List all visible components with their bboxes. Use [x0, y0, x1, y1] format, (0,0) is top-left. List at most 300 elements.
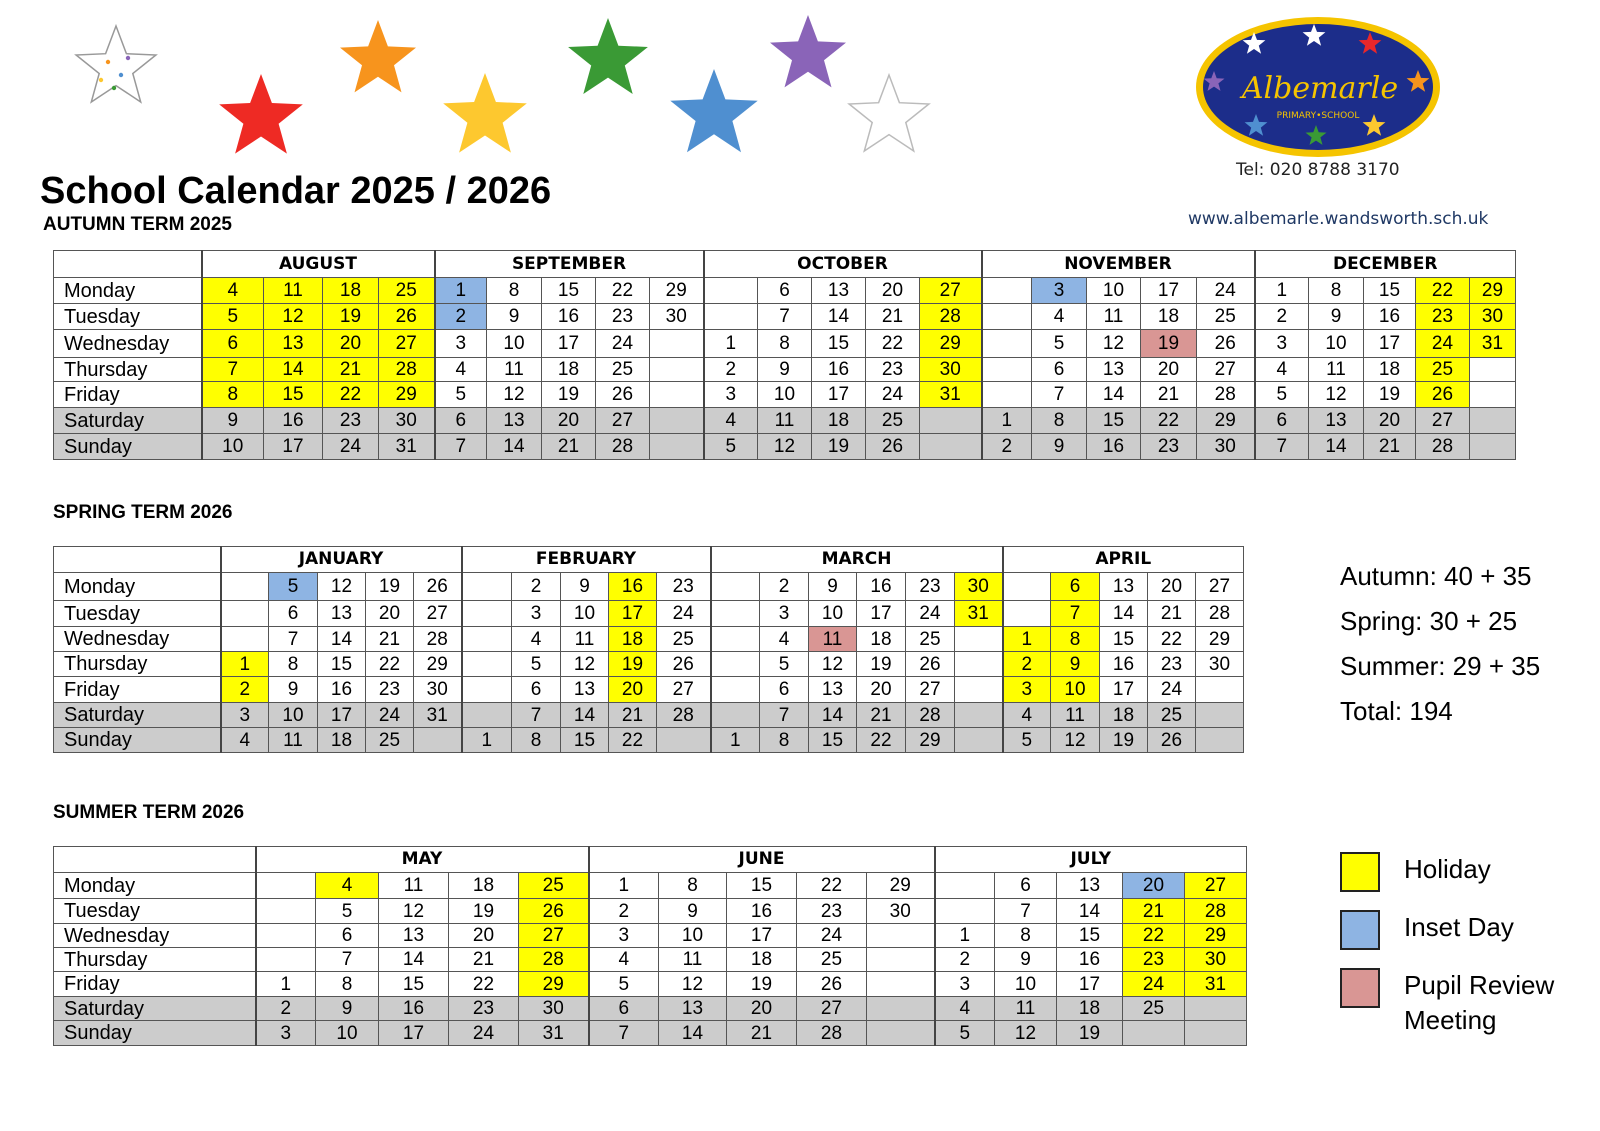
- date-cell: 8: [758, 330, 812, 358]
- date-cell: 24: [596, 330, 650, 358]
- date-cell: 16: [1087, 434, 1141, 460]
- date-cell: 20: [323, 330, 379, 358]
- date-cell: [920, 408, 982, 434]
- legend: [1340, 852, 1574, 1056]
- date-cell: 5: [935, 1021, 995, 1046]
- date-cell: 22: [1141, 408, 1197, 434]
- date-cell: 30: [1197, 434, 1255, 460]
- legend-holiday-label: Holiday: [1404, 854, 1491, 884]
- date-cell: 23: [366, 677, 414, 703]
- date-cell: 26: [906, 652, 955, 677]
- date-cell: 9: [659, 899, 727, 924]
- date-cell: 16: [812, 358, 866, 382]
- date-cell: [867, 924, 935, 948]
- date-cell: 23: [323, 408, 379, 434]
- legend-pupil-review: [1340, 968, 1574, 1038]
- date-cell: 3: [512, 601, 561, 627]
- date-cell: 15: [727, 873, 797, 899]
- date-cell: 14: [264, 358, 323, 382]
- date-cell: [462, 703, 512, 728]
- date-cell: 13: [659, 997, 727, 1021]
- day-label: Friday: [54, 382, 202, 408]
- date-cell: 9: [809, 573, 857, 601]
- date-cell: 3: [589, 924, 659, 948]
- month-header-february: FEBRUARY: [462, 547, 711, 573]
- date-cell: 4: [935, 997, 995, 1021]
- date-cell: 9: [1309, 304, 1364, 330]
- date-cell: 28: [906, 703, 955, 728]
- day-label: Wednesday: [54, 627, 221, 652]
- date-cell: 27: [1185, 873, 1247, 899]
- date-cell: 4: [1003, 703, 1051, 728]
- date-cell: 14: [1309, 434, 1364, 460]
- date-cell: 9: [758, 358, 812, 382]
- row-saturday: [54, 997, 1247, 1021]
- decorative-stars: [0, 0, 980, 170]
- date-cell: 29: [906, 728, 955, 753]
- date-cell: 10: [995, 972, 1057, 997]
- date-cell: 22: [596, 278, 650, 304]
- date-cell: 17: [727, 924, 797, 948]
- date-cell: 21: [1148, 601, 1196, 627]
- date-cell: 27: [797, 997, 867, 1021]
- date-cell: 10: [316, 1021, 379, 1046]
- day-label: Friday: [54, 972, 256, 997]
- date-cell: 12: [561, 652, 609, 677]
- date-cell: 15: [379, 972, 449, 997]
- date-cell: 27: [519, 924, 589, 948]
- date-cell: 15: [1100, 627, 1148, 652]
- date-cell: 19: [1100, 728, 1148, 753]
- date-cell: 29: [1196, 627, 1244, 652]
- date-cell: 24: [1148, 677, 1196, 703]
- date-cell: 4: [202, 278, 264, 304]
- date-cell: 26: [1148, 728, 1196, 753]
- date-cell: [935, 873, 995, 899]
- date-cell: 1: [935, 924, 995, 948]
- date-cell: [1470, 408, 1516, 434]
- date-cell: 3: [760, 601, 809, 627]
- row-monday: [54, 573, 1244, 601]
- date-cell: 28: [1197, 382, 1255, 408]
- date-cell: [982, 382, 1032, 408]
- date-cell: [650, 408, 704, 434]
- date-cell: 4: [1255, 358, 1309, 382]
- row-tuesday: [54, 601, 1244, 627]
- date-cell: 8: [316, 972, 379, 997]
- confetti-dot: [112, 86, 116, 90]
- date-cell: 13: [1087, 358, 1141, 382]
- date-cell: 23: [449, 997, 519, 1021]
- date-cell: 5: [269, 573, 318, 601]
- date-cell: [955, 677, 1003, 703]
- date-cell: 5: [1032, 330, 1087, 358]
- date-cell: 16: [379, 997, 449, 1021]
- date-cell: 5: [589, 972, 659, 997]
- header-blank: [54, 251, 202, 278]
- row-monday: [54, 278, 1516, 304]
- date-cell: 9: [269, 677, 318, 703]
- date-cell: 24: [1416, 330, 1470, 358]
- date-cell: [462, 601, 512, 627]
- date-cell: 3: [221, 703, 269, 728]
- date-cell: 13: [809, 677, 857, 703]
- website-link[interactable]: www.albemarle.wandsworth.sch.uk: [1188, 209, 1489, 229]
- date-cell: 26: [797, 972, 867, 997]
- day-label: Tuesday: [54, 601, 221, 627]
- date-cell: 12: [318, 573, 366, 601]
- date-cell: [256, 899, 316, 924]
- school-logo: [1192, 14, 1444, 160]
- date-cell: 6: [589, 997, 659, 1021]
- date-cell: 2: [256, 997, 316, 1021]
- date-cell: 2: [704, 358, 758, 382]
- date-cell: [256, 924, 316, 948]
- date-cell: [935, 899, 995, 924]
- date-cell: 7: [1032, 382, 1087, 408]
- date-cell: 24: [906, 601, 955, 627]
- date-cell: 24: [449, 1021, 519, 1046]
- month-header-august: AUGUST: [202, 251, 435, 278]
- date-cell: 2: [1255, 304, 1309, 330]
- date-cell: 6: [995, 873, 1057, 899]
- date-cell: 27: [596, 408, 650, 434]
- date-cell: 29: [519, 972, 589, 997]
- date-cell: [256, 948, 316, 972]
- date-cell: 1: [1003, 627, 1051, 652]
- date-cell: 6: [202, 330, 264, 358]
- telephone: Tel: 020 8788 3170: [1236, 160, 1400, 180]
- date-cell: [867, 997, 935, 1021]
- date-cell: 13: [379, 924, 449, 948]
- date-cell: 2: [1003, 652, 1051, 677]
- date-cell: 10: [758, 382, 812, 408]
- date-cell: 14: [812, 304, 866, 330]
- white-star-icon: [849, 75, 929, 151]
- date-cell: 12: [264, 304, 323, 330]
- day-label: Wednesday: [54, 924, 256, 948]
- date-cell: 20: [366, 601, 414, 627]
- date-cell: 22: [857, 728, 906, 753]
- date-cell: 16: [609, 573, 657, 601]
- date-cell: 10: [1051, 677, 1100, 703]
- date-cell: 9: [487, 304, 542, 330]
- spring-total: Spring: 30 + 25: [1340, 606, 1518, 636]
- day-label: Tuesday: [54, 304, 202, 330]
- orange-star-icon: [340, 20, 416, 92]
- day-label: Sunday: [54, 1021, 256, 1046]
- date-cell: 23: [596, 304, 650, 330]
- pupil-review-swatch: [1340, 968, 1380, 1008]
- date-cell: 3: [435, 330, 487, 358]
- day-label: Monday: [54, 278, 202, 304]
- date-cell: 16: [1100, 652, 1148, 677]
- date-cell: [1123, 1021, 1185, 1046]
- date-cell: 21: [1141, 382, 1197, 408]
- date-cell: 16: [1364, 304, 1416, 330]
- date-cell: 25: [1148, 703, 1196, 728]
- date-cell: [704, 304, 758, 330]
- date-cell: 15: [264, 382, 323, 408]
- date-cell: 9: [1032, 434, 1087, 460]
- date-cell: [414, 728, 462, 753]
- date-cell: 23: [1416, 304, 1470, 330]
- day-label: Friday: [54, 677, 221, 703]
- day-label: Saturday: [54, 408, 202, 434]
- date-cell: 14: [809, 703, 857, 728]
- date-cell: 6: [760, 677, 809, 703]
- date-cell: 27: [657, 677, 711, 703]
- date-cell: 18: [1057, 997, 1123, 1021]
- date-cell: 27: [920, 278, 982, 304]
- date-cell: 19: [323, 304, 379, 330]
- date-cell: 13: [812, 278, 866, 304]
- date-cell: 22: [1148, 627, 1196, 652]
- date-cell: 25: [906, 627, 955, 652]
- blue-star-icon: [670, 69, 757, 152]
- date-cell: 17: [609, 601, 657, 627]
- day-label: Monday: [54, 573, 221, 601]
- holiday-swatch: [1340, 852, 1380, 892]
- date-cell: [955, 652, 1003, 677]
- date-cell: [1196, 677, 1244, 703]
- date-cell: 25: [1123, 997, 1185, 1021]
- date-cell: 8: [1309, 278, 1364, 304]
- date-cell: 1: [256, 972, 316, 997]
- date-cell: 28: [797, 1021, 867, 1046]
- grand-total: Total: 194: [1340, 696, 1453, 726]
- white-confetti-star-icon: [76, 26, 156, 102]
- date-cell: 11: [264, 278, 323, 304]
- confetti-dot: [126, 56, 130, 60]
- date-cell: 20: [1123, 873, 1185, 899]
- date-cell: 24: [1197, 278, 1255, 304]
- month-header-march: MARCH: [711, 547, 1003, 573]
- date-cell: 15: [561, 728, 609, 753]
- date-cell: 30: [1196, 652, 1244, 677]
- date-cell: 5: [704, 434, 758, 460]
- date-cell: 18: [449, 873, 519, 899]
- date-cell: [867, 972, 935, 997]
- date-cell: 30: [650, 304, 704, 330]
- date-cell: 26: [379, 304, 435, 330]
- date-cell: 27: [414, 601, 462, 627]
- date-cell: [711, 677, 760, 703]
- date-cell: 26: [414, 573, 462, 601]
- day-label: Thursday: [54, 358, 202, 382]
- date-cell: 2: [435, 304, 487, 330]
- month-header-april: APRIL: [1003, 547, 1244, 573]
- day-label: Sunday: [54, 728, 221, 753]
- date-cell: 22: [323, 382, 379, 408]
- date-cell: 3: [1003, 677, 1051, 703]
- date-cell: 4: [512, 627, 561, 652]
- inset-day-swatch: [1340, 910, 1380, 950]
- date-cell: 19: [449, 899, 519, 924]
- date-cell: [462, 627, 512, 652]
- date-cell: 28: [920, 304, 982, 330]
- date-cell: 11: [1051, 703, 1100, 728]
- date-cell: 5: [316, 899, 379, 924]
- date-cell: 19: [1057, 1021, 1123, 1046]
- date-cell: 18: [812, 408, 866, 434]
- date-cell: 18: [1364, 358, 1416, 382]
- date-cell: 5: [1255, 382, 1309, 408]
- date-cell: 17: [1141, 278, 1197, 304]
- month-header-january: JANUARY: [221, 547, 462, 573]
- date-cell: 8: [512, 728, 561, 753]
- row-wednesday: [54, 627, 1244, 652]
- date-cell: 24: [1123, 972, 1185, 997]
- date-cell: 20: [857, 677, 906, 703]
- date-cell: 28: [657, 703, 711, 728]
- date-cell: 28: [1416, 434, 1470, 460]
- date-cell: 27: [379, 330, 435, 358]
- date-cell: 2: [982, 434, 1032, 460]
- date-cell: 4: [760, 627, 809, 652]
- date-cell: [920, 434, 982, 460]
- month-header-may: MAY: [256, 847, 589, 873]
- date-cell: 27: [1416, 408, 1470, 434]
- date-cell: 22: [1123, 924, 1185, 948]
- date-cell: 11: [379, 873, 449, 899]
- day-label: Wednesday: [54, 330, 202, 358]
- date-cell: 19: [812, 434, 866, 460]
- date-cell: 31: [1185, 972, 1247, 997]
- date-cell: 10: [1087, 278, 1141, 304]
- date-cell: 2: [760, 573, 809, 601]
- date-cell: 25: [1197, 304, 1255, 330]
- date-cell: [221, 573, 269, 601]
- green-star-icon: [568, 18, 648, 94]
- date-cell: 7: [202, 358, 264, 382]
- date-cell: 7: [995, 899, 1057, 924]
- date-cell: 4: [1032, 304, 1087, 330]
- date-cell: 5: [760, 652, 809, 677]
- date-cell: 16: [727, 899, 797, 924]
- date-cell: 31: [414, 703, 462, 728]
- date-cell: 30: [519, 997, 589, 1021]
- date-cell: [982, 278, 1032, 304]
- date-cell: 25: [657, 627, 711, 652]
- date-cell: 31: [955, 601, 1003, 627]
- date-cell: 28: [519, 948, 589, 972]
- date-cell: [704, 278, 758, 304]
- row-friday: [54, 972, 1247, 997]
- date-cell: 7: [512, 703, 561, 728]
- date-cell: 22: [366, 652, 414, 677]
- date-cell: 11: [659, 948, 727, 972]
- day-label: Tuesday: [54, 899, 256, 924]
- date-cell: 4: [221, 728, 269, 753]
- date-cell: 24: [366, 703, 414, 728]
- date-cell: 21: [323, 358, 379, 382]
- date-cell: 18: [857, 627, 906, 652]
- confetti-dot: [106, 60, 110, 64]
- date-cell: 28: [414, 627, 462, 652]
- date-cell: 23: [866, 358, 920, 382]
- date-cell: 8: [1051, 627, 1100, 652]
- date-cell: 6: [758, 278, 812, 304]
- date-cell: 12: [379, 899, 449, 924]
- date-cell: 10: [487, 330, 542, 358]
- date-cell: 11: [1309, 358, 1364, 382]
- autumn-term-table: [53, 250, 1516, 460]
- row-friday: [54, 677, 1244, 703]
- date-cell: [657, 728, 711, 753]
- date-cell: 6: [316, 924, 379, 948]
- date-cell: 24: [797, 924, 867, 948]
- date-cell: 25: [366, 728, 414, 753]
- date-cell: 12: [995, 1021, 1057, 1046]
- date-cell: 1: [1255, 278, 1309, 304]
- date-cell: 11: [269, 728, 318, 753]
- day-label: Sunday: [54, 434, 202, 460]
- summer-term-label: SUMMER TERM 2026: [53, 802, 245, 823]
- header-blank: [54, 847, 256, 873]
- date-cell: [955, 703, 1003, 728]
- date-cell: 18: [542, 358, 596, 382]
- date-cell: 10: [1309, 330, 1364, 358]
- date-cell: 21: [857, 703, 906, 728]
- date-cell: 15: [1364, 278, 1416, 304]
- date-cell: 8: [1032, 408, 1087, 434]
- date-cell: 16: [1057, 948, 1123, 972]
- date-cell: 5: [1003, 728, 1051, 753]
- date-cell: 21: [542, 434, 596, 460]
- date-cell: 31: [379, 434, 435, 460]
- date-cell: 28: [596, 434, 650, 460]
- date-cell: 15: [542, 278, 596, 304]
- date-cell: 14: [379, 948, 449, 972]
- date-cell: 15: [1087, 408, 1141, 434]
- legend-pupil-review-label: Pupil Review Meeting: [1404, 970, 1555, 1036]
- day-label: Saturday: [54, 997, 256, 1021]
- date-cell: 2: [221, 677, 269, 703]
- date-cell: 21: [866, 304, 920, 330]
- date-cell: [1470, 358, 1516, 382]
- date-cell: 18: [1141, 304, 1197, 330]
- date-cell: [1196, 728, 1244, 753]
- date-cell: 12: [487, 382, 542, 408]
- date-cell: 27: [1196, 573, 1244, 601]
- date-cell: [1470, 382, 1516, 408]
- date-cell: 2: [935, 948, 995, 972]
- date-cell: 20: [1141, 358, 1197, 382]
- date-cell: 23: [797, 899, 867, 924]
- date-cell: 13: [561, 677, 609, 703]
- date-cell: 23: [906, 573, 955, 601]
- date-cell: 19: [366, 573, 414, 601]
- date-cell: [711, 652, 760, 677]
- autumn-total: Autumn: 40 + 35: [1340, 561, 1532, 591]
- date-cell: 12: [809, 652, 857, 677]
- date-cell: 14: [561, 703, 609, 728]
- date-cell: 7: [435, 434, 487, 460]
- date-cell: 30: [414, 677, 462, 703]
- date-cell: 17: [1364, 330, 1416, 358]
- date-cell: 17: [812, 382, 866, 408]
- month-header-june: JUNE: [589, 847, 935, 873]
- purple-star-icon: [770, 15, 846, 87]
- date-cell: 1: [982, 408, 1032, 434]
- date-cell: [1470, 434, 1516, 460]
- date-cell: 18: [727, 948, 797, 972]
- date-cell: 29: [867, 873, 935, 899]
- date-cell: [462, 573, 512, 601]
- date-cell: 8: [269, 652, 318, 677]
- date-cell: [650, 382, 704, 408]
